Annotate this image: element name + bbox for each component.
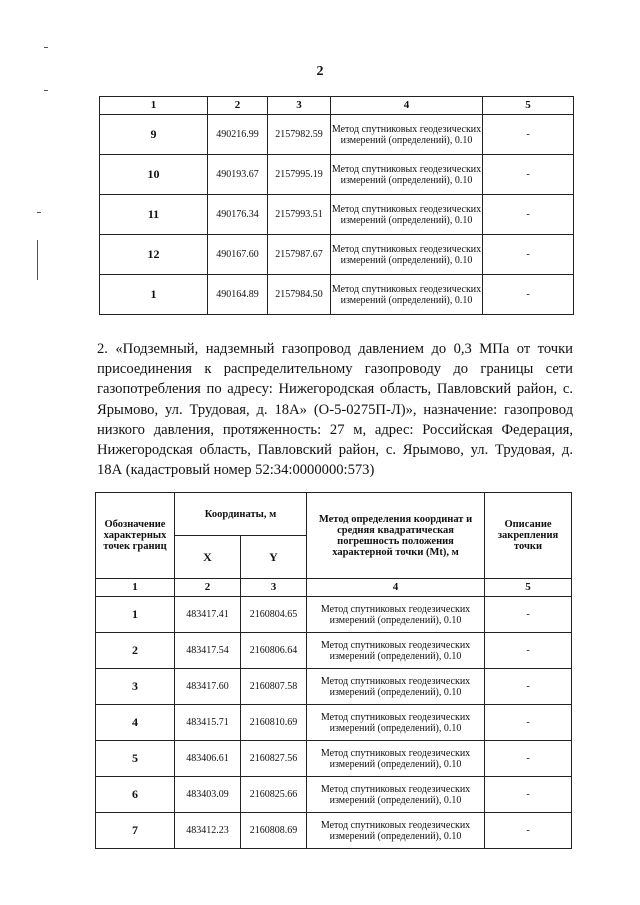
point-number: 12 [100,235,208,275]
point-number: 1 [100,275,208,315]
method-cell: Метод спутниковых геодезических измерений (определений), 0.10 [307,813,485,849]
point-number: 6 [96,777,175,813]
header-cell: 1 [96,579,175,597]
scan-mark [44,47,48,48]
method-cell: Метод спутниковых геодезических измерений (определений), 0.10 [331,275,483,315]
header-cell: 3 [268,97,331,115]
table-row [100,275,574,315]
description-cell: - [485,669,572,705]
y-coordinate: 2157987.67 [268,235,331,275]
x-coordinate: 490216.99 [208,115,268,155]
point-number: 7 [96,813,175,849]
method-cell: Метод спутниковых геодезических измерений (определений), 0.10 [307,669,485,705]
point-number: 1 [96,597,175,633]
y-coordinate: 2157993.51 [268,195,331,235]
x-coordinate: 483417.60 [175,669,241,705]
header-cell: 4 [307,579,485,597]
header-description: Описание закрепления точки [485,493,572,579]
point-number: 10 [100,155,208,195]
table-header-row [100,97,574,115]
y-coordinate: 2157995.19 [268,155,331,195]
object-description-paragraph: 2. «Подземный, надземный газопровод давлением до 0,3 МПа от точки присоединения к распределительному газопроводу до границы сети газопотребления по адресу: Нижегородская область, Павловский район, с. Ярымово, ул. Трудовая, д. 18А» (О-5-0275П-Л)», назначение: газопровод низкого давления, протяженность: 27 м, адрес: Российская Федерация, Нижегородская область, Павловский район, с. Ярымово, ул. Трудовая, д. 18А (кадастровый номер 52:34:0000000:573) [97,341,573,479]
x-coordinate: 483417.41 [175,597,241,633]
x-coordinate: 483417.54 [175,633,241,669]
description-cell: - [483,155,574,195]
point-number: 5 [96,741,175,777]
y-coordinate: 2157984.50 [268,275,331,315]
description-cell: - [483,235,574,275]
description-cell: - [485,777,572,813]
header-x: X [175,536,241,579]
scan-mark [37,212,41,213]
table-row [100,115,574,155]
y-coordinate: 2160827.56 [241,741,307,777]
description-cell: - [485,813,572,849]
y-coordinate: 2160806.64 [241,633,307,669]
table-header-row [96,493,572,536]
method-cell: Метод спутниковых геодезических измерений (определений), 0.10 [331,235,483,275]
description-cell: - [483,195,574,235]
table-row [100,235,574,275]
header-method: Метод определения координат и средняя квадратическая погрешность положения характерной точки (Mt), м [307,493,485,579]
header-cell: 1 [100,97,208,115]
scan-mark [44,90,48,91]
coordinates-table-2 [95,492,572,849]
method-cell: Метод спутниковых геодезических измерений (определений), 0.10 [331,115,483,155]
header-y: Y [241,536,307,579]
method-cell: Метод спутниковых геодезических измерений (определений), 0.10 [307,741,485,777]
y-coordinate: 2160807.58 [241,669,307,705]
table-row [96,777,572,813]
point-number: 11 [100,195,208,235]
point-number: 2 [96,633,175,669]
table-row [100,155,574,195]
method-cell: Метод спутниковых геодезических измерений (определений), 0.10 [331,155,483,195]
table-row [100,195,574,235]
header-cell: 3 [241,579,307,597]
x-coordinate: 483415.71 [175,705,241,741]
y-coordinate: 2160810.69 [241,705,307,741]
method-cell: Метод спутниковых геодезических измерений (определений), 0.10 [307,633,485,669]
table-row [96,633,572,669]
x-coordinate: 490167.60 [208,235,268,275]
table-row [96,669,572,705]
point-number: 9 [100,115,208,155]
page-number: 2 [316,64,324,79]
y-coordinate: 2160808.69 [241,813,307,849]
method-cell: Метод спутниковых геодезических измерений (определений), 0.10 [307,777,485,813]
header-coordinates: Координаты, м [175,493,307,536]
x-coordinate: 490164.89 [208,275,268,315]
header-cell: 5 [483,97,574,115]
x-coordinate: 483412.23 [175,813,241,849]
description-cell: - [485,597,572,633]
point-number: 4 [96,705,175,741]
table-numbers-row [96,579,572,597]
x-coordinate: 483403.09 [175,777,241,813]
description-cell: - [483,275,574,315]
x-coordinate: 483406.61 [175,741,241,777]
header-cell: 4 [331,97,483,115]
header-cell: 5 [485,579,572,597]
description-cell: - [485,741,572,777]
header-cell: 2 [175,579,241,597]
y-coordinate: 2160825.66 [241,777,307,813]
scan-mark [37,240,38,280]
table-row [96,813,572,849]
point-number: 3 [96,669,175,705]
coordinates-table-1 [99,96,574,315]
method-cell: Метод спутниковых геодезических измерений (определений), 0.10 [331,195,483,235]
y-coordinate: 2160804.65 [241,597,307,633]
description-cell: - [485,705,572,741]
x-coordinate: 490176.34 [208,195,268,235]
table-row [96,741,572,777]
header-points: Обозначение характерных точек границ [96,493,175,579]
table-row [96,597,572,633]
method-cell: Метод спутниковых геодезических измерений (определений), 0.10 [307,705,485,741]
table-row [96,705,572,741]
description-cell: - [485,633,572,669]
x-coordinate: 490193.67 [208,155,268,195]
description-cell: - [483,115,574,155]
y-coordinate: 2157982.59 [268,115,331,155]
header-cell: 2 [208,97,268,115]
method-cell: Метод спутниковых геодезических измерений (определений), 0.10 [307,597,485,633]
